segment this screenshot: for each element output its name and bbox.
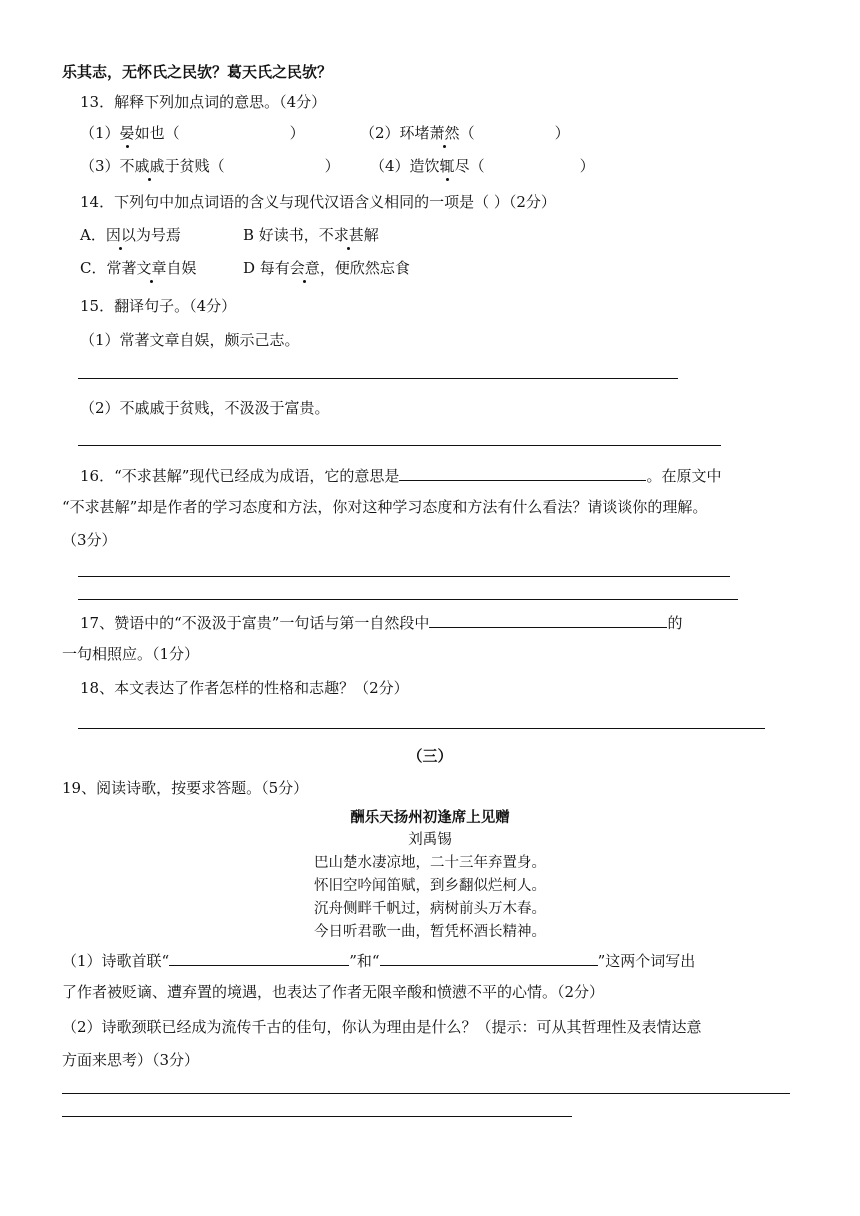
q13-stem: 13．解释下列加点词的意思。（4分） [80, 93, 327, 111]
poem-line-1: 巴山楚水凄凉地，二十三年弃置身。 [314, 855, 546, 871]
q15-sentence-1: （1）常著文章自娱，颇示己志。 [80, 331, 300, 349]
q15-answer-line-2[interactable] [78, 445, 721, 446]
q15-answer-line-1[interactable] [78, 378, 678, 379]
q14-option-d: D 每有会意，便欣然忘食 [243, 259, 410, 277]
poem-line-4: 今日听君歌一曲，暂凭杯酒长精神。 [314, 924, 546, 940]
q14-option-c: C．常著文章自娱 [80, 259, 197, 277]
q19-answer-line-2[interactable] [62, 1116, 572, 1117]
q16-answer-line-1[interactable] [78, 576, 730, 577]
poem-title: 酬乐天扬州初逢席上见赠 [350, 809, 510, 826]
passage-ending: 乐其志，无怀氏之民欤？葛天氏之民欤？ [62, 63, 333, 81]
q18-stem: 18、本文表达了作者怎样的性格和志趣？（2分） [80, 679, 409, 697]
q16-line-1: 16．“不求甚解”现代已经成为成语，它的意思是 。在原文中 [80, 464, 721, 486]
poem-line-2: 怀旧空吟闻笛赋，到乡翻似烂柯人。 [314, 878, 546, 894]
poem-line-3: 沉舟侧畔千帆过，病树前头万木春。 [314, 901, 546, 917]
q17-line-1: 17、赞语中的“不汲汲于富贵”一句话与第一自然段中 的 [80, 611, 682, 633]
q16-line-3: （3分） [62, 531, 117, 549]
q19-part-1-line-2: 了作者被贬谪、遭弃置的境遇，也表达了作者无限辛酸和愤懑不平的心情。（2分） [62, 983, 605, 1001]
q19-part-2-line-2: 方面来思考）（3分） [62, 1051, 200, 1069]
q16-blank[interactable] [399, 464, 646, 481]
q13-item-1: （1）晏如也（ ） [80, 124, 305, 142]
q14-option-b: B 好读书，不求甚解 [243, 226, 379, 244]
q19-part-2-line-1: （2）诗歌颈联已经成为流传千古的佳句，你认为理由是什么？（提示：可从其哲理性及表情达意 [62, 1018, 702, 1036]
q13-item-4: （4）造饮辄尽（ ） [370, 157, 595, 175]
q14-stem: 14．下列句中加点词语的含义与现代汉语含义相同的一项是（ ）（2分） [80, 193, 556, 211]
q16-answer-line-2[interactable] [78, 599, 738, 600]
q19-stem: 19、阅读诗歌，按要求答题。（5分） [62, 779, 309, 797]
q15-sentence-2: （2）不戚戚于贫贱，不汲汲于富贵。 [80, 399, 330, 417]
q13-item-2: （2）环堵萧然（ ） [360, 124, 570, 142]
q18-answer-line[interactable] [78, 728, 765, 729]
section-heading: （三） [407, 747, 453, 765]
q19-answer-line-1[interactable] [62, 1093, 790, 1094]
q16-line-2: “不求甚解”却是作者的学习态度和方法，你对这种学习态度和方法有什么看法？请谈谈你的理解。 [62, 498, 708, 516]
q19-blank-1[interactable] [169, 949, 349, 966]
q17-blank[interactable] [429, 611, 667, 628]
poem-author: 刘禹锡 [408, 832, 452, 848]
q15-stem: 15．翻译句子。（4分） [80, 297, 237, 315]
q19-blank-2[interactable] [380, 949, 598, 966]
q13-item-3: （3）不戚戚于贫贱（ ） [80, 157, 340, 175]
q14-option-a: A．因以为号焉 [80, 226, 181, 244]
q17-line-2: 一句相照应。（1分） [62, 645, 200, 663]
q19-part-1-line-1: （1）诗歌首联“ ”和“ ”这两个词写出 [62, 949, 695, 971]
